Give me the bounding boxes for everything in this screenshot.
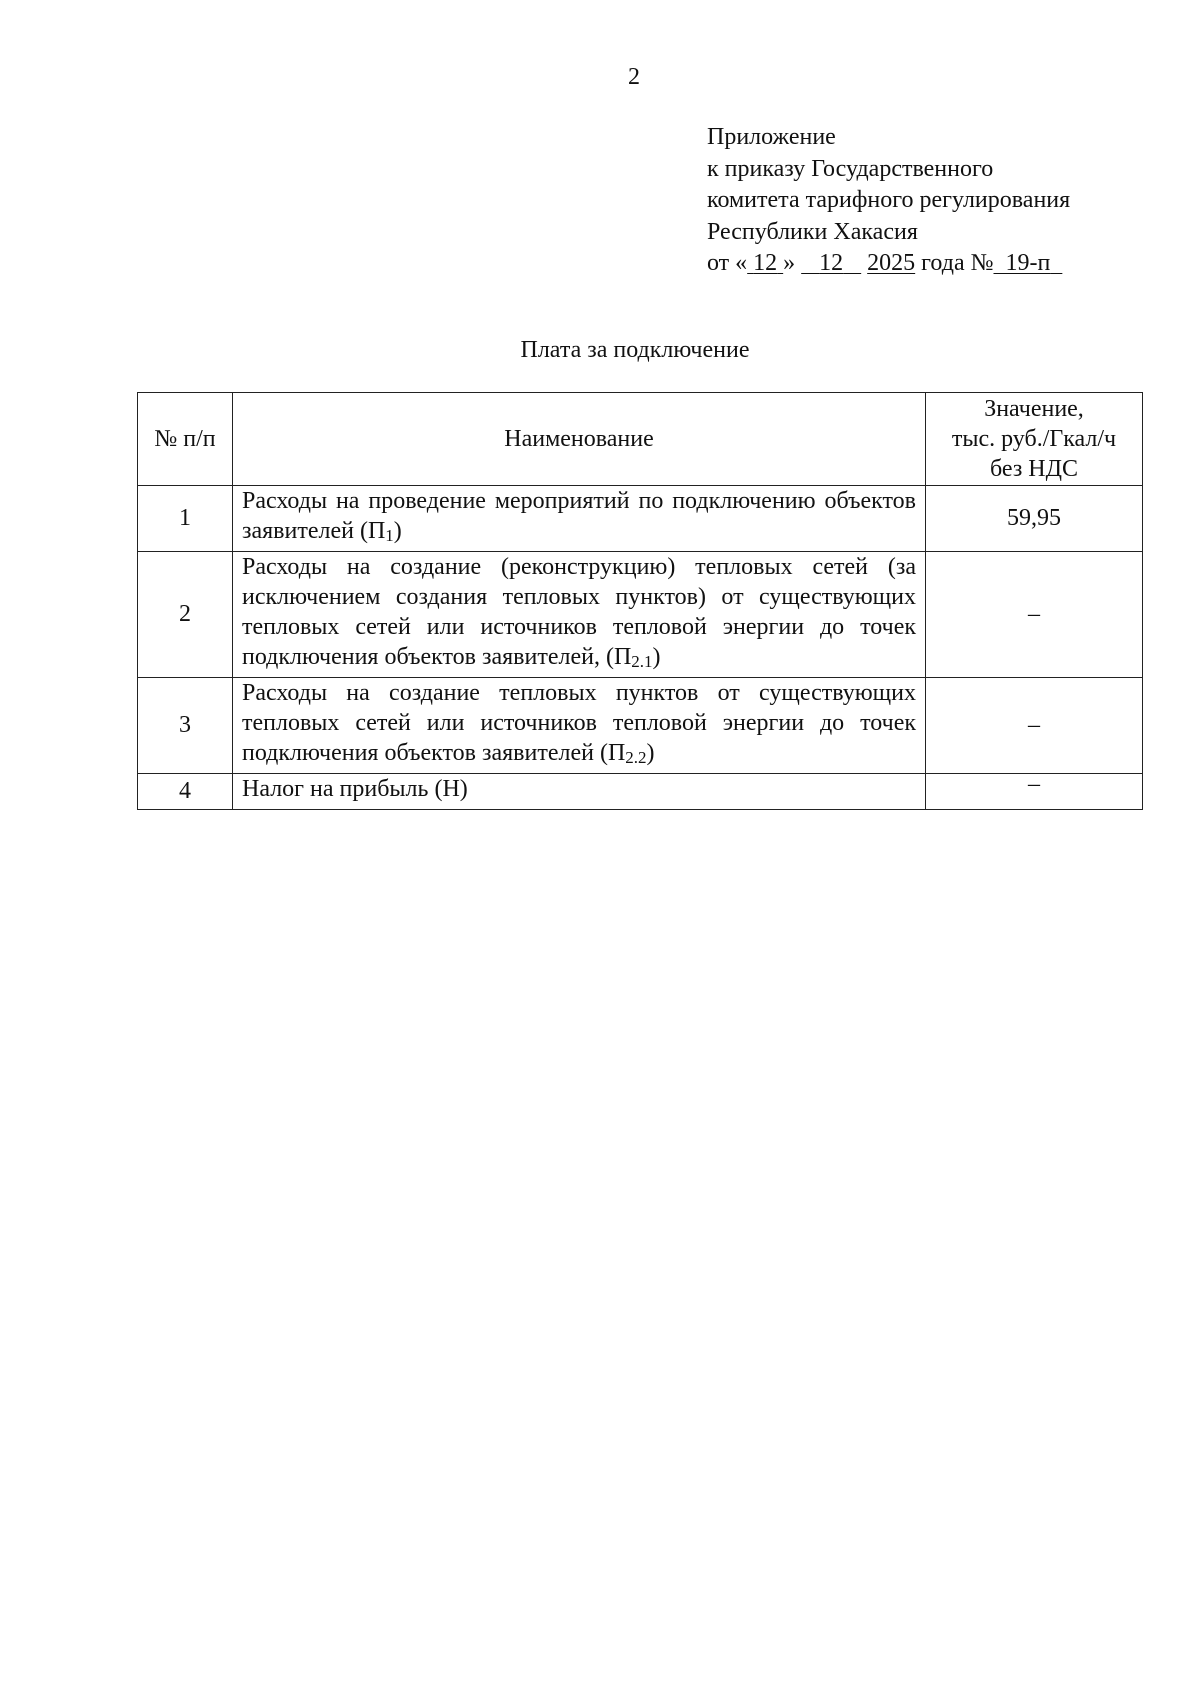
row-name: Расходы на создание (реконструкцию) тепловых сетей (за исключением создания тепловых пунктов) от существующих тепловых сетей или источников тепловой энергии до точек подключения объектов заявителей, (П2.1) — [233, 552, 926, 678]
header-value-line-1: Значение, — [984, 396, 1084, 422]
order-year: 2025 — [867, 250, 916, 276]
row-name: Расходы на создание тепловых пунктов от существующих тепловых сетей или источников тепловой энергии до точек подключения объектов заявителей (П2.2) — [233, 678, 926, 774]
table-header-row — [138, 393, 1143, 486]
appendix-line-1: Приложение — [707, 124, 836, 150]
row-number: 2 — [138, 552, 233, 678]
table-row — [138, 486, 1143, 552]
page-number: 2 — [628, 64, 640, 90]
row-number: 3 — [138, 678, 233, 774]
appendix-header — [707, 122, 1070, 280]
order-date-line — [707, 248, 1070, 280]
header-number: № п/п — [138, 393, 233, 486]
header-value — [926, 393, 1143, 486]
header-name: Наименование — [233, 393, 926, 486]
row-value: – — [926, 774, 1143, 810]
header-value-line-3: без НДС — [989, 456, 1079, 482]
row-value: 59,95 — [926, 486, 1143, 552]
order-month: 12 — [819, 250, 844, 276]
header-value-line-2: тыс. руб./Гкал/ч — [951, 426, 1117, 452]
appendix-line-2: к приказу Государственного — [707, 155, 994, 182]
table-row — [138, 552, 1143, 678]
year-suffix: года № — [921, 250, 994, 276]
table-row — [138, 774, 1143, 810]
row-name: Налог на прибыль (Н) — [233, 774, 926, 810]
appendix-line-4: Республики Хакасия — [707, 218, 918, 245]
row-number: 4 — [138, 774, 233, 810]
row-number: 1 — [138, 486, 233, 552]
connection-fee-table — [137, 392, 1143, 810]
row-value: – — [926, 678, 1143, 774]
document-title: Плата за подключение — [520, 337, 750, 363]
table-row — [138, 678, 1143, 774]
quote-close: » — [783, 250, 796, 276]
order-day: 12 — [753, 250, 778, 276]
appendix-line-3: комитета тарифного регулирования — [707, 187, 1071, 213]
order-number: 19-п — [1005, 250, 1051, 276]
date-prefix: от « — [707, 250, 748, 276]
row-value: – — [926, 552, 1143, 678]
row-name: Расходы на проведение мероприятий по подключению объектов заявителей (П1) — [233, 486, 926, 552]
